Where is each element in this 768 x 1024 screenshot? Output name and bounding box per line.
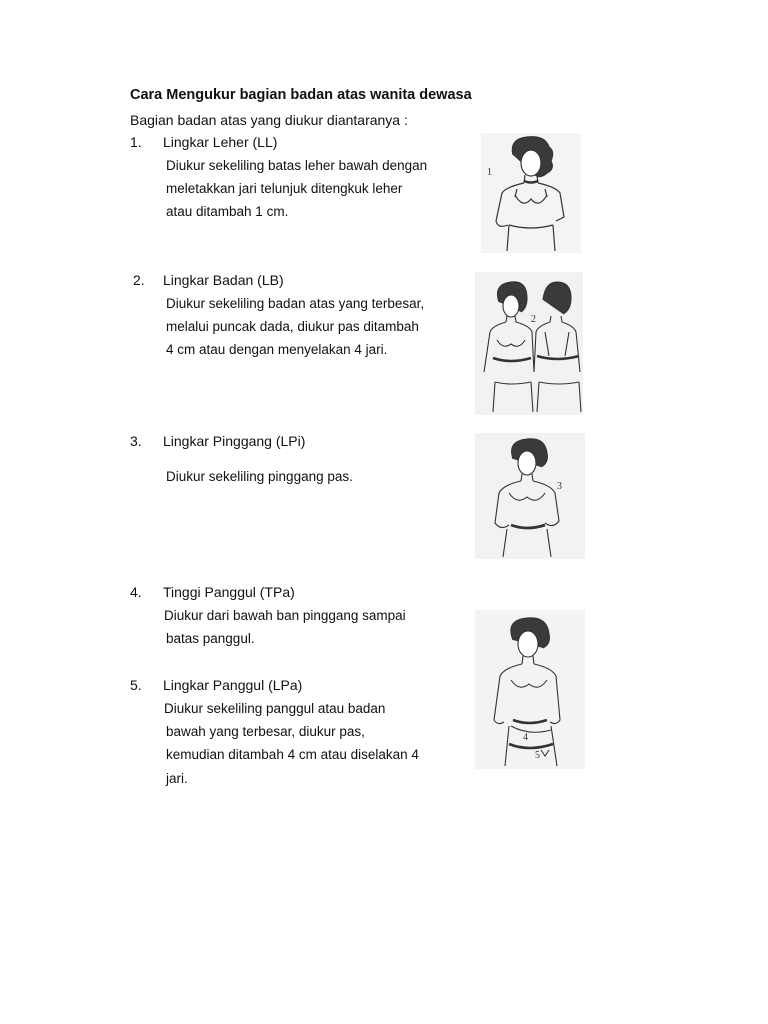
item-heading (130, 581, 470, 604)
item-number: 2. (133, 272, 145, 288)
description-line: 4 cm atau dengan menyelakan 4 jari. (166, 342, 388, 358)
item-title: Lingkar Badan (LB) (163, 272, 284, 288)
item-heading (130, 131, 470, 154)
waist-measure-illustration (475, 433, 585, 559)
description-line: meletakkan jari telunjuk ditengkuk leher (166, 181, 403, 197)
hip-measure-illustration (475, 610, 585, 769)
item-title: Lingkar Panggul (LPa) (163, 677, 303, 693)
bust-measure-illustration (475, 272, 583, 415)
item-description (164, 604, 470, 650)
list-item-4 (130, 581, 470, 650)
description-line: Diukur sekeliling pinggang pas. (166, 469, 353, 484)
figure-label: 5 (535, 750, 540, 761)
item-description (166, 465, 470, 488)
list-item-2 (130, 269, 470, 362)
description-line: bawah yang terbesar, diukur pas, (166, 724, 365, 740)
item-number: 3. (130, 433, 142, 449)
description-line: Diukur sekeliling panggul atau badan (164, 701, 386, 716)
item-title: Tinggi Panggul (TPa) (163, 584, 295, 600)
description-line: jari. (166, 770, 188, 786)
item-number: 1. (130, 134, 142, 150)
description-line: Diukur sekeliling badan atas yang terbesar, (166, 296, 425, 311)
neck-measure-illustration (481, 133, 581, 253)
item-heading (130, 430, 470, 453)
list-item-5 (130, 674, 470, 790)
description-line: melalui puncak dada, diukur pas ditambah (166, 319, 419, 335)
description-line: Diukur sekeliling batas leher bawah dengan (166, 158, 428, 173)
item-heading (130, 674, 470, 697)
item-description (166, 154, 470, 224)
description-line: batas panggul. (166, 631, 255, 647)
page-title: Cara Mengukur bagian badan atas wanita dewasa (130, 87, 472, 103)
intro-text: Bagian badan atas yang diukur diantaranya : (130, 112, 408, 128)
figure-label: 4 (523, 732, 528, 743)
item-number: 5. (130, 677, 142, 693)
description-line: atau ditambah 1 cm. (166, 204, 289, 220)
figure-label: 2 (531, 314, 536, 325)
item-number: 4. (130, 584, 142, 600)
item-title: Lingkar Leher (LL) (163, 134, 278, 150)
item-description (166, 292, 470, 362)
list-item-3 (130, 430, 470, 488)
description-line: Diukur dari bawah ban pinggang sampai (164, 608, 406, 623)
figure-label: 1 (487, 167, 492, 178)
item-description (164, 697, 470, 790)
item-title: Lingkar Pinggang (LPi) (163, 433, 306, 449)
list-item-1 (130, 131, 470, 224)
description-line: kemudian ditambah 4 cm atau diselakan 4 (166, 747, 419, 763)
figure-label: 3 (557, 481, 562, 492)
item-heading (130, 269, 470, 292)
